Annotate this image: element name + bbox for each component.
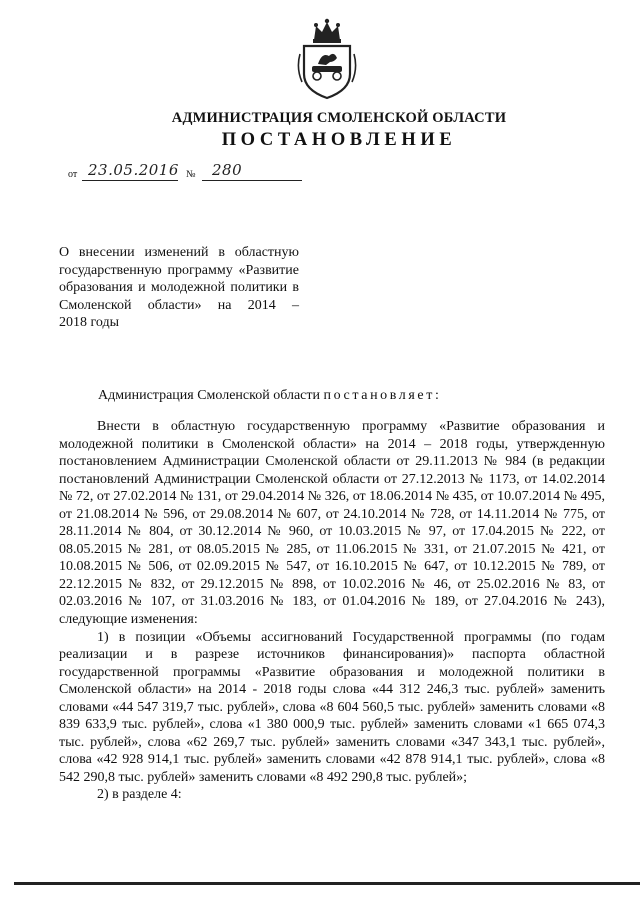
number-label: № bbox=[186, 169, 196, 180]
body-paragraph: 2) в разделе 4: bbox=[97, 787, 182, 803]
number-underline bbox=[202, 180, 302, 181]
preamble-resolves: постановляет: bbox=[323, 388, 442, 403]
document-subject bbox=[59, 244, 299, 332]
preamble-prefix: Администрация Смоленской области bbox=[98, 388, 324, 403]
subject-last-line: 2018 годы bbox=[59, 315, 120, 331]
date-underline bbox=[82, 180, 178, 181]
date-number-line bbox=[68, 162, 328, 184]
smolensk-coat-of-arms-icon bbox=[296, 18, 358, 100]
scan-edge-line bbox=[14, 882, 640, 885]
organization-title: АДМИНИСТРАЦИЯ СМОЛЕНСКОЙ ОБЛАСТИ bbox=[171, 110, 507, 126]
document-body bbox=[59, 418, 605, 804]
date-from-label: от bbox=[68, 169, 78, 180]
preamble bbox=[98, 388, 441, 404]
handwritten-number: 280 bbox=[212, 161, 243, 179]
subject-text: О внесении изменений в областную государственную программу «Развитие образования и молодежной политики в Смоленской области» на 2014 – bbox=[59, 245, 299, 313]
handwritten-date: 23.05.2016 bbox=[88, 161, 179, 179]
document-type-title: ПОСТАНОВЛЕНИЕ bbox=[221, 130, 457, 150]
body-paragraph: Внести в областную государственную программу «Развитие образования и молодежной политики в Смоленской области» на 2014 – 2018 годы, утвержденную постановлением Администрации Смоленской области от 29.11.2013 № 984 (в редакции постановлений Администрации Смоленской области от 27.12.2013 № 1173, от 14.02.2014 № 72, от 27.02.2014 № 131, от 29.04.2014 № 326, от 18.06.2014 № 435, от 10.07.2014 № 495, от 21.08.2014 № 596, от 29.08.2014 № 607, от 24.10.2014 № 728, от 14.11.2014 № 775, от 28.11.2014 № 804, от 30.12.2014 № 960, от 10.03.2015 № 97, от 17.04.2015 № 222, от 08.05.2015 № 281, от 08.05.2015 № 285, от 11.06.2015 № 331, от 21.07.2015 № 421, от 10.08.2015 № 506, от 02.09.2015 № 547, от 16.10.2015 № 647, от 10.12.2015 № 789, от 22.12.2015 № 832, от 29.12.2015 № 898, от 10.02.2016 № 46, от 25.02.2016 № 83, от 02.03.2016 № 107, от 31.03.2016 № 183, от 01.04.2016 № 189, от 27.04.2016 № 243), следующие изменения: bbox=[59, 419, 605, 628]
body-paragraph: 1) в позиции «Объемы ассигнований Государственной программы (по годам реализации и в разрезе источников финансирования)» паспорта областной государственной программы «Развитие образования и молодежной политики в Смоленской области» на 2014 - 2018 годы слова «44 312 246,3 тыс. рублей» заменить словами «44 547 319,7 тыс. рублей», слова «8 604 560,5 тыс. рублей» заменить словами «8 839 633,9 тыс. рублей», слова «1 380 000,9 тыс. рублей» заменить словами «1 665 074,3 тыс. рублей», слова «62 269,7 тыс. рублей» заменить словами «347 343,1 тыс. рублей», слова «42 928 914,1 тыс. рублей» заменить словами «42 878 914,1 тыс. рублей», слова «8 542 290,8 тыс. рублей» заменить словами «8 492 290,8 тыс. рублей»; bbox=[59, 629, 605, 785]
